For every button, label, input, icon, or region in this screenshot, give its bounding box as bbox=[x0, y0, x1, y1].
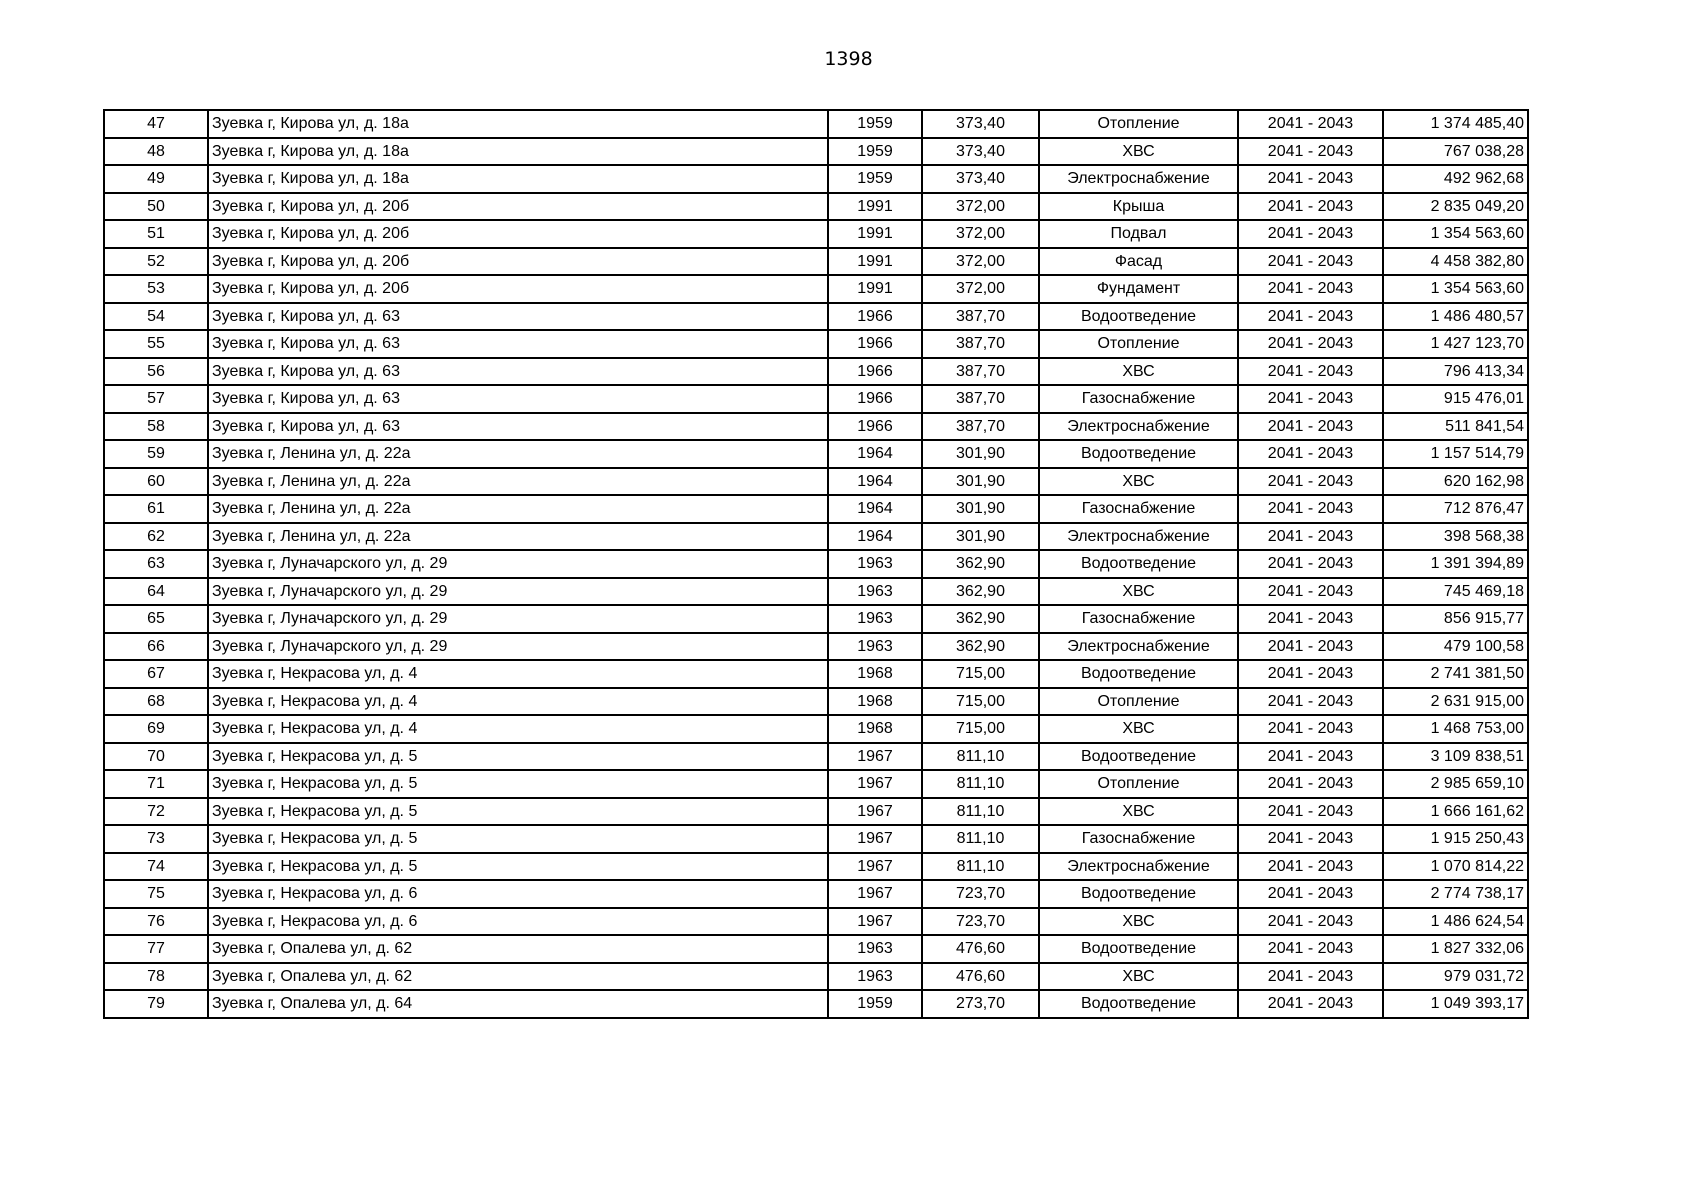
period-cell: 2041 - 2043 bbox=[1238, 248, 1383, 276]
work-type-cell: Отопление bbox=[1039, 770, 1238, 798]
address-cell: Зуевка г, Кирова ул, д. 18а bbox=[208, 110, 828, 138]
area-cell: 301,90 bbox=[922, 440, 1039, 468]
area-cell: 387,70 bbox=[922, 303, 1039, 331]
year-cell: 1991 bbox=[828, 275, 922, 303]
area-cell: 715,00 bbox=[922, 688, 1039, 716]
table-row bbox=[104, 248, 1528, 276]
year-cell: 1967 bbox=[828, 880, 922, 908]
cost-cell: 2 774 738,17 bbox=[1383, 880, 1528, 908]
cost-cell: 4 458 382,80 bbox=[1383, 248, 1528, 276]
table-row bbox=[104, 523, 1528, 551]
year-cell: 1966 bbox=[828, 330, 922, 358]
area-cell: 811,10 bbox=[922, 770, 1039, 798]
address-cell: Зуевка г, Некрасова ул, д. 6 bbox=[208, 880, 828, 908]
period-cell: 2041 - 2043 bbox=[1238, 715, 1383, 743]
period-cell: 2041 - 2043 bbox=[1238, 935, 1383, 963]
area-cell: 387,70 bbox=[922, 413, 1039, 441]
work-type-cell: Отопление bbox=[1039, 110, 1238, 138]
table-row bbox=[104, 715, 1528, 743]
row-number-cell: 70 bbox=[104, 743, 208, 771]
table-row bbox=[104, 165, 1528, 193]
year-cell: 1959 bbox=[828, 138, 922, 166]
period-cell: 2041 - 2043 bbox=[1238, 523, 1383, 551]
area-cell: 811,10 bbox=[922, 853, 1039, 881]
area-cell: 373,40 bbox=[922, 165, 1039, 193]
address-cell: Зуевка г, Некрасова ул, д. 5 bbox=[208, 853, 828, 881]
period-cell: 2041 - 2043 bbox=[1238, 880, 1383, 908]
cost-cell: 2 631 915,00 bbox=[1383, 688, 1528, 716]
address-cell: Зуевка г, Некрасова ул, д. 5 bbox=[208, 825, 828, 853]
address-cell: Зуевка г, Некрасова ул, д. 5 bbox=[208, 770, 828, 798]
work-type-cell: ХВС bbox=[1039, 963, 1238, 991]
year-cell: 1991 bbox=[828, 220, 922, 248]
table-row bbox=[104, 220, 1528, 248]
work-type-cell: Газоснабжение bbox=[1039, 605, 1238, 633]
address-cell: Зуевка г, Некрасова ул, д. 5 bbox=[208, 798, 828, 826]
area-cell: 372,00 bbox=[922, 248, 1039, 276]
year-cell: 1964 bbox=[828, 468, 922, 496]
row-number-cell: 64 bbox=[104, 578, 208, 606]
period-cell: 2041 - 2043 bbox=[1238, 165, 1383, 193]
row-number-cell: 63 bbox=[104, 550, 208, 578]
year-cell: 1963 bbox=[828, 550, 922, 578]
address-cell: Зуевка г, Ленина ул, д. 22а bbox=[208, 468, 828, 496]
row-number-cell: 76 bbox=[104, 908, 208, 936]
work-type-cell: ХВС bbox=[1039, 468, 1238, 496]
area-cell: 387,70 bbox=[922, 330, 1039, 358]
cost-cell: 745 469,18 bbox=[1383, 578, 1528, 606]
row-number-cell: 79 bbox=[104, 990, 208, 1018]
table-row bbox=[104, 880, 1528, 908]
row-number-cell: 75 bbox=[104, 880, 208, 908]
year-cell: 1968 bbox=[828, 715, 922, 743]
period-cell: 2041 - 2043 bbox=[1238, 743, 1383, 771]
table-row bbox=[104, 853, 1528, 881]
period-cell: 2041 - 2043 bbox=[1238, 605, 1383, 633]
table-row bbox=[104, 633, 1528, 661]
area-cell: 362,90 bbox=[922, 550, 1039, 578]
cost-cell: 979 031,72 bbox=[1383, 963, 1528, 991]
row-number-cell: 56 bbox=[104, 358, 208, 386]
year-cell: 1964 bbox=[828, 440, 922, 468]
area-cell: 273,70 bbox=[922, 990, 1039, 1018]
table-row bbox=[104, 660, 1528, 688]
area-cell: 362,90 bbox=[922, 633, 1039, 661]
table-row bbox=[104, 908, 1528, 936]
period-cell: 2041 - 2043 bbox=[1238, 798, 1383, 826]
work-type-cell: ХВС bbox=[1039, 715, 1238, 743]
work-type-cell: Водоотведение bbox=[1039, 935, 1238, 963]
period-cell: 2041 - 2043 bbox=[1238, 413, 1383, 441]
period-cell: 2041 - 2043 bbox=[1238, 220, 1383, 248]
work-type-cell: Водоотведение bbox=[1039, 743, 1238, 771]
table-row bbox=[104, 303, 1528, 331]
area-cell: 715,00 bbox=[922, 660, 1039, 688]
period-cell: 2041 - 2043 bbox=[1238, 578, 1383, 606]
work-type-cell: Водоотведение bbox=[1039, 440, 1238, 468]
cost-cell: 620 162,98 bbox=[1383, 468, 1528, 496]
work-type-cell: Электроснабжение bbox=[1039, 165, 1238, 193]
period-cell: 2041 - 2043 bbox=[1238, 660, 1383, 688]
cost-cell: 398 568,38 bbox=[1383, 523, 1528, 551]
work-type-cell: Газоснабжение bbox=[1039, 495, 1238, 523]
register-table-body bbox=[104, 110, 1528, 1018]
row-number-cell: 49 bbox=[104, 165, 208, 193]
row-number-cell: 66 bbox=[104, 633, 208, 661]
address-cell: Зуевка г, Кирова ул, д. 20б bbox=[208, 275, 828, 303]
address-cell: Зуевка г, Опалева ул, д. 62 bbox=[208, 935, 828, 963]
cost-cell: 492 962,68 bbox=[1383, 165, 1528, 193]
cost-cell: 1 427 123,70 bbox=[1383, 330, 1528, 358]
row-number-cell: 73 bbox=[104, 825, 208, 853]
area-cell: 723,70 bbox=[922, 908, 1039, 936]
work-type-cell: ХВС bbox=[1039, 358, 1238, 386]
work-type-cell: Фундамент bbox=[1039, 275, 1238, 303]
address-cell: Зуевка г, Опалева ул, д. 64 bbox=[208, 990, 828, 1018]
year-cell: 1963 bbox=[828, 578, 922, 606]
row-number-cell: 55 bbox=[104, 330, 208, 358]
cost-cell: 915 476,01 bbox=[1383, 385, 1528, 413]
table-row bbox=[104, 688, 1528, 716]
work-type-cell: ХВС bbox=[1039, 138, 1238, 166]
cost-cell: 511 841,54 bbox=[1383, 413, 1528, 441]
work-type-cell: Отопление bbox=[1039, 688, 1238, 716]
address-cell: Зуевка г, Луначарского ул, д. 29 bbox=[208, 605, 828, 633]
period-cell: 2041 - 2043 bbox=[1238, 633, 1383, 661]
register-table bbox=[103, 109, 1529, 1019]
area-cell: 372,00 bbox=[922, 220, 1039, 248]
address-cell: Зуевка г, Кирова ул, д. 18а bbox=[208, 138, 828, 166]
table-row bbox=[104, 798, 1528, 826]
address-cell: Зуевка г, Некрасова ул, д. 4 bbox=[208, 715, 828, 743]
address-cell: Зуевка г, Опалева ул, д. 62 bbox=[208, 963, 828, 991]
table-row bbox=[104, 550, 1528, 578]
cost-cell: 1 827 332,06 bbox=[1383, 935, 1528, 963]
work-type-cell: Электроснабжение bbox=[1039, 633, 1238, 661]
cost-cell: 796 413,34 bbox=[1383, 358, 1528, 386]
period-cell: 2041 - 2043 bbox=[1238, 853, 1383, 881]
address-cell: Зуевка г, Луначарского ул, д. 29 bbox=[208, 550, 828, 578]
area-cell: 387,70 bbox=[922, 385, 1039, 413]
year-cell: 1959 bbox=[828, 990, 922, 1018]
work-type-cell: ХВС bbox=[1039, 798, 1238, 826]
area-cell: 373,40 bbox=[922, 110, 1039, 138]
row-number-cell: 62 bbox=[104, 523, 208, 551]
address-cell: Зуевка г, Кирова ул, д. 20б bbox=[208, 193, 828, 221]
area-cell: 301,90 bbox=[922, 468, 1039, 496]
address-cell: Зуевка г, Кирова ул, д. 18а bbox=[208, 165, 828, 193]
cost-cell: 1 049 393,17 bbox=[1383, 990, 1528, 1018]
row-number-cell: 60 bbox=[104, 468, 208, 496]
address-cell: Зуевка г, Луначарского ул, д. 29 bbox=[208, 578, 828, 606]
year-cell: 1959 bbox=[828, 110, 922, 138]
cost-cell: 2 741 381,50 bbox=[1383, 660, 1528, 688]
address-cell: Зуевка г, Кирова ул, д. 63 bbox=[208, 303, 828, 331]
row-number-cell: 50 bbox=[104, 193, 208, 221]
cost-cell: 767 038,28 bbox=[1383, 138, 1528, 166]
table-row bbox=[104, 275, 1528, 303]
work-type-cell: Водоотведение bbox=[1039, 880, 1238, 908]
address-cell: Зуевка г, Некрасова ул, д. 4 bbox=[208, 660, 828, 688]
period-cell: 2041 - 2043 bbox=[1238, 825, 1383, 853]
row-number-cell: 52 bbox=[104, 248, 208, 276]
area-cell: 476,60 bbox=[922, 963, 1039, 991]
work-type-cell: Газоснабжение bbox=[1039, 825, 1238, 853]
year-cell: 1959 bbox=[828, 165, 922, 193]
address-cell: Зуевка г, Некрасова ул, д. 4 bbox=[208, 688, 828, 716]
year-cell: 1966 bbox=[828, 358, 922, 386]
year-cell: 1966 bbox=[828, 385, 922, 413]
cost-cell: 1 486 480,57 bbox=[1383, 303, 1528, 331]
period-cell: 2041 - 2043 bbox=[1238, 495, 1383, 523]
address-cell: Зуевка г, Кирова ул, д. 20б bbox=[208, 220, 828, 248]
table-row bbox=[104, 413, 1528, 441]
address-cell: Зуевка г, Некрасова ул, д. 6 bbox=[208, 908, 828, 936]
cost-cell: 856 915,77 bbox=[1383, 605, 1528, 633]
period-cell: 2041 - 2043 bbox=[1238, 138, 1383, 166]
area-cell: 373,40 bbox=[922, 138, 1039, 166]
year-cell: 1968 bbox=[828, 660, 922, 688]
row-number-cell: 47 bbox=[104, 110, 208, 138]
work-type-cell: ХВС bbox=[1039, 908, 1238, 936]
row-number-cell: 67 bbox=[104, 660, 208, 688]
cost-cell: 479 100,58 bbox=[1383, 633, 1528, 661]
year-cell: 1967 bbox=[828, 825, 922, 853]
table-row bbox=[104, 468, 1528, 496]
year-cell: 1964 bbox=[828, 495, 922, 523]
work-type-cell: Газоснабжение bbox=[1039, 385, 1238, 413]
work-type-cell: Электроснабжение bbox=[1039, 413, 1238, 441]
row-number-cell: 58 bbox=[104, 413, 208, 441]
period-cell: 2041 - 2043 bbox=[1238, 303, 1383, 331]
row-number-cell: 65 bbox=[104, 605, 208, 633]
table-row bbox=[104, 138, 1528, 166]
row-number-cell: 61 bbox=[104, 495, 208, 523]
work-type-cell: Водоотведение bbox=[1039, 550, 1238, 578]
work-type-cell: Электроснабжение bbox=[1039, 523, 1238, 551]
year-cell: 1963 bbox=[828, 935, 922, 963]
period-cell: 2041 - 2043 bbox=[1238, 688, 1383, 716]
period-cell: 2041 - 2043 bbox=[1238, 770, 1383, 798]
year-cell: 1991 bbox=[828, 248, 922, 276]
period-cell: 2041 - 2043 bbox=[1238, 990, 1383, 1018]
row-number-cell: 77 bbox=[104, 935, 208, 963]
cost-cell: 1 070 814,22 bbox=[1383, 853, 1528, 881]
cost-cell: 1 374 485,40 bbox=[1383, 110, 1528, 138]
table-row bbox=[104, 743, 1528, 771]
row-number-cell: 78 bbox=[104, 963, 208, 991]
year-cell: 1963 bbox=[828, 605, 922, 633]
period-cell: 2041 - 2043 bbox=[1238, 385, 1383, 413]
work-type-cell: Водоотведение bbox=[1039, 660, 1238, 688]
work-type-cell: Электроснабжение bbox=[1039, 853, 1238, 881]
year-cell: 1967 bbox=[828, 853, 922, 881]
address-cell: Зуевка г, Ленина ул, д. 22а bbox=[208, 440, 828, 468]
row-number-cell: 51 bbox=[104, 220, 208, 248]
area-cell: 387,70 bbox=[922, 358, 1039, 386]
work-type-cell: Водоотведение bbox=[1039, 303, 1238, 331]
work-type-cell: Подвал bbox=[1039, 220, 1238, 248]
cost-cell: 1 468 753,00 bbox=[1383, 715, 1528, 743]
year-cell: 1967 bbox=[828, 743, 922, 771]
table-row bbox=[104, 935, 1528, 963]
row-number-cell: 48 bbox=[104, 138, 208, 166]
table-row bbox=[104, 990, 1528, 1018]
table-row bbox=[104, 825, 1528, 853]
table-row bbox=[104, 330, 1528, 358]
table-row bbox=[104, 495, 1528, 523]
area-cell: 715,00 bbox=[922, 715, 1039, 743]
cost-cell: 1 391 394,89 bbox=[1383, 550, 1528, 578]
address-cell: Зуевка г, Кирова ул, д. 63 bbox=[208, 330, 828, 358]
area-cell: 811,10 bbox=[922, 743, 1039, 771]
row-number-cell: 59 bbox=[104, 440, 208, 468]
address-cell: Зуевка г, Кирова ул, д. 63 bbox=[208, 385, 828, 413]
year-cell: 1964 bbox=[828, 523, 922, 551]
period-cell: 2041 - 2043 bbox=[1238, 908, 1383, 936]
cost-cell: 1 915 250,43 bbox=[1383, 825, 1528, 853]
table-row bbox=[104, 358, 1528, 386]
address-cell: Зуевка г, Луначарского ул, д. 29 bbox=[208, 633, 828, 661]
table-row bbox=[104, 770, 1528, 798]
year-cell: 1963 bbox=[828, 963, 922, 991]
cost-cell: 712 876,47 bbox=[1383, 495, 1528, 523]
row-number-cell: 72 bbox=[104, 798, 208, 826]
year-cell: 1966 bbox=[828, 303, 922, 331]
row-number-cell: 53 bbox=[104, 275, 208, 303]
year-cell: 1966 bbox=[828, 413, 922, 441]
row-number-cell: 54 bbox=[104, 303, 208, 331]
year-cell: 1967 bbox=[828, 798, 922, 826]
period-cell: 2041 - 2043 bbox=[1238, 440, 1383, 468]
area-cell: 372,00 bbox=[922, 275, 1039, 303]
area-cell: 372,00 bbox=[922, 193, 1039, 221]
address-cell: Зуевка г, Кирова ул, д. 20б bbox=[208, 248, 828, 276]
table-row bbox=[104, 440, 1528, 468]
area-cell: 301,90 bbox=[922, 495, 1039, 523]
table-row bbox=[104, 110, 1528, 138]
work-type-cell: ХВС bbox=[1039, 578, 1238, 606]
row-number-cell: 57 bbox=[104, 385, 208, 413]
row-number-cell: 68 bbox=[104, 688, 208, 716]
row-number-cell: 69 bbox=[104, 715, 208, 743]
year-cell: 1968 bbox=[828, 688, 922, 716]
period-cell: 2041 - 2043 bbox=[1238, 963, 1383, 991]
area-cell: 301,90 bbox=[922, 523, 1039, 551]
cost-cell: 1 354 563,60 bbox=[1383, 275, 1528, 303]
work-type-cell: Отопление bbox=[1039, 330, 1238, 358]
table-row bbox=[104, 578, 1528, 606]
year-cell: 1967 bbox=[828, 770, 922, 798]
table-row bbox=[104, 385, 1528, 413]
cost-cell: 2 985 659,10 bbox=[1383, 770, 1528, 798]
address-cell: Зуевка г, Ленина ул, д. 22а bbox=[208, 495, 828, 523]
period-cell: 2041 - 2043 bbox=[1238, 550, 1383, 578]
cost-cell: 2 835 049,20 bbox=[1383, 193, 1528, 221]
area-cell: 811,10 bbox=[922, 798, 1039, 826]
period-cell: 2041 - 2043 bbox=[1238, 275, 1383, 303]
table-row bbox=[104, 193, 1528, 221]
address-cell: Зуевка г, Некрасова ул, д. 5 bbox=[208, 743, 828, 771]
address-cell: Зуевка г, Кирова ул, д. 63 bbox=[208, 358, 828, 386]
period-cell: 2041 - 2043 bbox=[1238, 330, 1383, 358]
work-type-cell: Водоотведение bbox=[1039, 990, 1238, 1018]
table-row bbox=[104, 963, 1528, 991]
cost-cell: 1 354 563,60 bbox=[1383, 220, 1528, 248]
area-cell: 723,70 bbox=[922, 880, 1039, 908]
year-cell: 1991 bbox=[828, 193, 922, 221]
area-cell: 811,10 bbox=[922, 825, 1039, 853]
period-cell: 2041 - 2043 bbox=[1238, 110, 1383, 138]
year-cell: 1967 bbox=[828, 908, 922, 936]
cost-cell: 1 666 161,62 bbox=[1383, 798, 1528, 826]
row-number-cell: 74 bbox=[104, 853, 208, 881]
work-type-cell: Крыша bbox=[1039, 193, 1238, 221]
year-cell: 1963 bbox=[828, 633, 922, 661]
area-cell: 362,90 bbox=[922, 605, 1039, 633]
page-number: 1398 bbox=[824, 48, 873, 70]
cost-cell: 1 486 624,54 bbox=[1383, 908, 1528, 936]
work-type-cell: Фасад bbox=[1039, 248, 1238, 276]
table-row bbox=[104, 605, 1528, 633]
period-cell: 2041 - 2043 bbox=[1238, 468, 1383, 496]
period-cell: 2041 - 2043 bbox=[1238, 193, 1383, 221]
cost-cell: 3 109 838,51 bbox=[1383, 743, 1528, 771]
period-cell: 2041 - 2043 bbox=[1238, 358, 1383, 386]
area-cell: 362,90 bbox=[922, 578, 1039, 606]
cost-cell: 1 157 514,79 bbox=[1383, 440, 1528, 468]
area-cell: 476,60 bbox=[922, 935, 1039, 963]
row-number-cell: 71 bbox=[104, 770, 208, 798]
address-cell: Зуевка г, Ленина ул, д. 22а bbox=[208, 523, 828, 551]
address-cell: Зуевка г, Кирова ул, д. 63 bbox=[208, 413, 828, 441]
